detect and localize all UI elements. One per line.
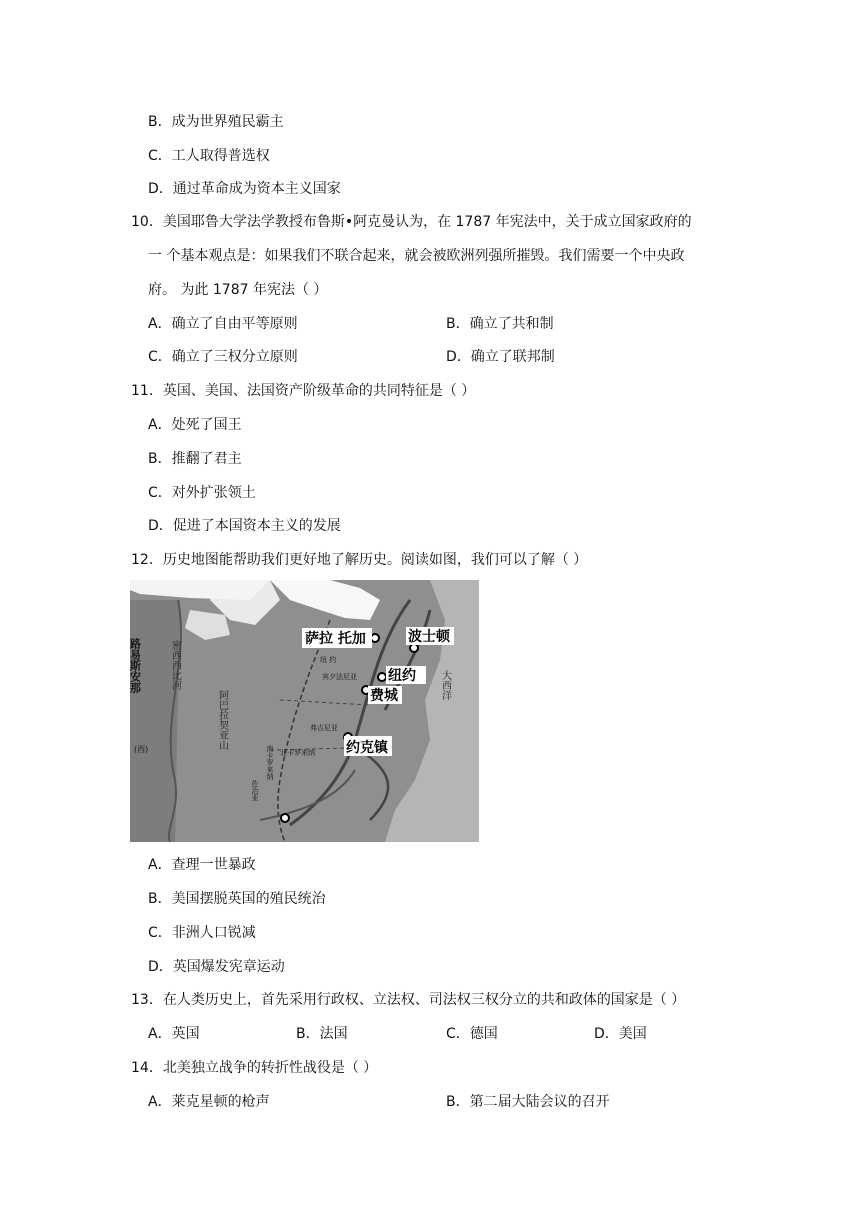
q12-option-a: A．查理一世暴政 xyxy=(148,857,256,873)
label-yorktown: 约克镇 xyxy=(346,740,388,756)
label-louisiana: 路易斯安那 xyxy=(128,638,142,693)
boston-marker xyxy=(410,644,418,652)
newyork-marker xyxy=(378,673,386,681)
label-north-carolina: 北卡罗来纳 xyxy=(280,749,315,757)
label-georgia: 佐治亚 xyxy=(251,780,259,801)
label-virginia: 弗吉尼亚 xyxy=(310,724,338,732)
label-mississippi: 密西西比河 xyxy=(169,640,181,690)
label-philadelphia: 费城 xyxy=(370,688,398,704)
q13-option-a: A．英国 xyxy=(148,1026,200,1042)
label-boston: 波士顿 xyxy=(408,629,450,645)
q14-option-b: B．第二届大陆会议的召开 xyxy=(446,1094,610,1110)
label-newyork-small: 纽 约 xyxy=(320,656,337,664)
saratoga-marker xyxy=(371,634,379,642)
q13-stem: 13．在人类历史上，首先采用行政权、立法权、司法权三权分立的共和政体的国家是（ ） xyxy=(131,992,686,1008)
q10-option-a: A．确立了自由平等原则 xyxy=(148,316,298,332)
q10-option-c: C．确立了三权分立原则 xyxy=(148,349,298,365)
label-pennsylvania: 宾夕法尼亚 xyxy=(322,673,357,681)
q10-stem-line2: 一 个基本观点是：如果我们不联合起来，就会被欧洲列强所摧毁。我们需要一个中央政 xyxy=(148,248,685,264)
q10-stem-line3: 府。 为此 1787 年宪法（ ） xyxy=(148,282,328,298)
q13-option-c: C．德国 xyxy=(446,1026,498,1042)
label-south-carolina: 南卡罗来纳 xyxy=(266,745,274,780)
q12-option-c: C．非洲人口锐减 xyxy=(148,925,256,941)
label-louisiana-west: (西) xyxy=(134,745,149,754)
label-appalachia: 阿巴拉契亚山 xyxy=(216,690,228,750)
q11-option-a: A．处死了国王 xyxy=(148,417,242,433)
q11-option-b: B．推翻了君主 xyxy=(148,451,242,467)
q12-stem: 12．历史地图能帮助我们更好地了解历史。阅读如图，我们可以了解（ ） xyxy=(131,552,588,568)
q11-option-d: D．促进了本国资本主义的发展 xyxy=(148,518,341,534)
q14-stem: 14．北美独立战争的转折性战役是（ ） xyxy=(131,1060,378,1076)
q11-stem: 11．英国、美国、法国资产阶级革命的共同特征是（ ） xyxy=(131,383,476,399)
q12-option-b: B．美国摆脱英国的殖民统治 xyxy=(148,891,326,907)
q10-option-d: D．确立了联邦制 xyxy=(446,349,555,365)
q9-option-c: C．工人取得普选权 xyxy=(148,148,270,164)
q9-option-d: D．通过革命成为资本主义国家 xyxy=(148,181,341,197)
q13-option-b: B．法国 xyxy=(296,1026,348,1042)
q11-option-c: C．对外扩张领土 xyxy=(148,485,256,501)
label-atlantic: 大西洋 xyxy=(439,670,451,700)
q13-option-d: D．美国 xyxy=(594,1026,647,1042)
historical-map xyxy=(130,580,479,842)
q10-option-b: B．确立了共和制 xyxy=(446,316,554,332)
q9-option-b: B．成为世界殖民霸主 xyxy=(148,114,284,130)
q12-option-d: D．英国爆发宪章运动 xyxy=(148,959,285,975)
label-newyork: 纽约 xyxy=(388,668,416,684)
q14-option-a: A．莱克星顿的枪声 xyxy=(148,1094,270,1110)
label-saratoga: 萨拉 托加 xyxy=(305,631,366,647)
q10-stem-line1: 10．美国耶鲁大学法学教授布鲁斯•阿克曼认为，在 1787 年宪法中，关于成立国家政府的 xyxy=(131,214,692,230)
